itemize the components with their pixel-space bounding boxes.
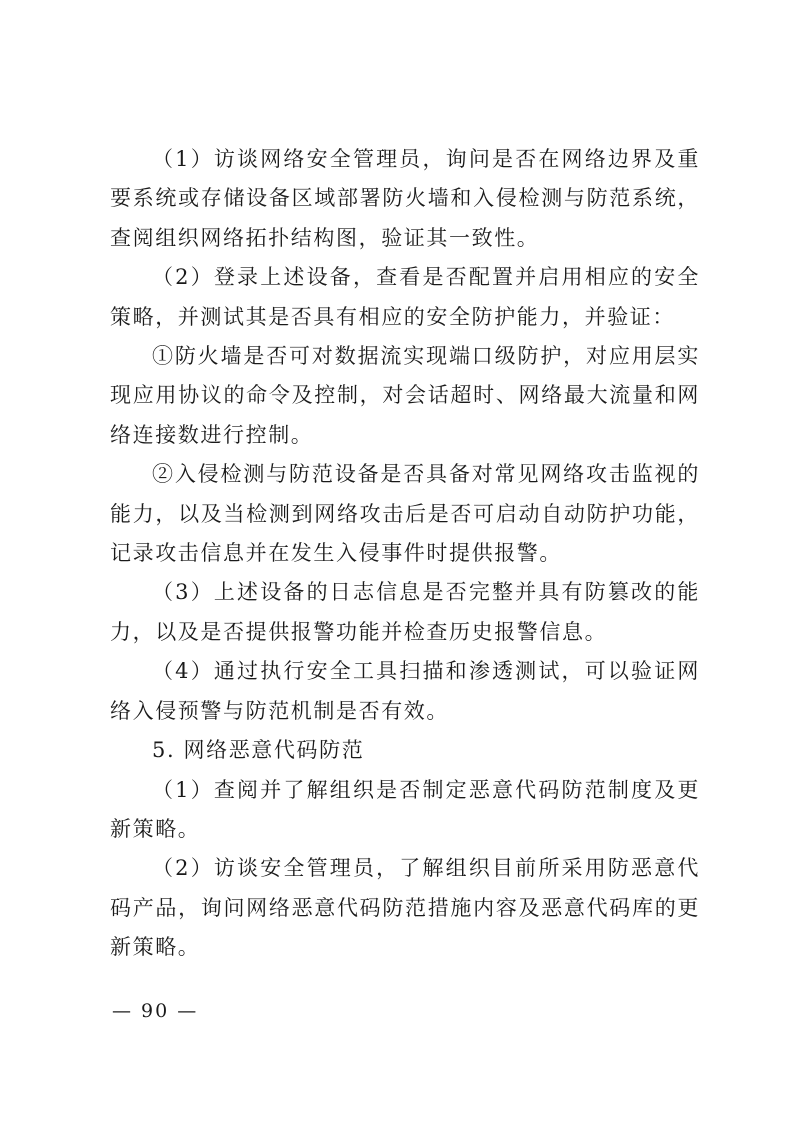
document-body — [110, 140, 700, 968]
paragraph-malware-policy: （1）查阅并了解组织是否制定恶意代码防范制度及更新策略。 — [110, 777, 700, 841]
page-number: — 90 — — [112, 1000, 199, 1022]
section-heading-malware-prevention: 5. 网络恶意代码防范 — [152, 738, 365, 763]
paragraph-malware-products: （2）访谈安全管理员，了解组织目前所采用防恶意代码产品，询问网络恶意代码防范措施内容及恶意代码库的更新策略。 — [110, 856, 700, 960]
paragraph-device-logs: （3）上述设备的日志信息是否完整并具有防篡改的能力，以及是否提供报警功能并检查历史报警信息。 — [110, 580, 700, 644]
paragraph-interview-admin: （1）访谈网络安全管理员，询问是否在网络边界及重要系统或存储设备区域部署防火墙和入侵检测与防范系统，查阅组织网络拓扑结构图，验证其一致性。 — [110, 147, 700, 250]
paragraph-firewall-check: ①防火墙是否可对数据流实现端口级防护，对应用层实现应用协议的命令及控制，对会话超时、网络最大流量和网络连接数进行控制。 — [110, 344, 700, 447]
paragraph-penetration-test: （4）通过执行安全工具扫描和渗透测试，可以验证网络入侵预警与防范机制是否有效。 — [110, 659, 700, 723]
paragraph-login-devices: （2）登录上述设备，查看是否配置并启用相应的安全策略，并测试其是否具有相应的安全防护能力，并验证： — [110, 265, 700, 329]
paragraph-intrusion-detection: ②入侵检测与防范设备是否具备对常见网络攻击监视的能力，以及当检测到网络攻击后是否可启动自动防护功能，记录攻击信息并在发生入侵事件时提供报警。 — [110, 462, 700, 566]
